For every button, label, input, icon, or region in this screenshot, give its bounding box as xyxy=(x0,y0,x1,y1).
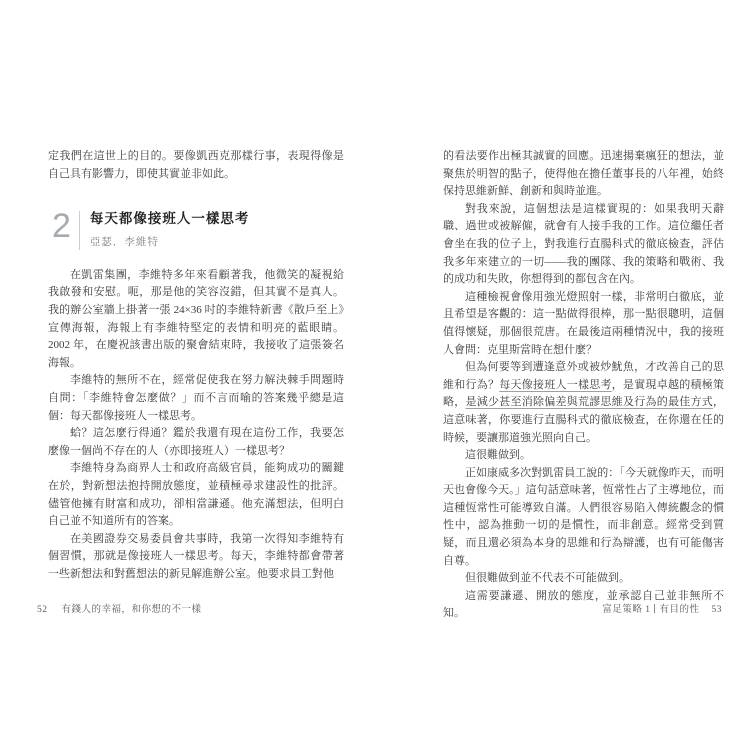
right-page-number: 53 xyxy=(711,605,722,615)
paragraph-segment: ，這意味著，你要進行直腸科式的徹底檢查，在你還在任的時候，要讓那道強光照向自己。 xyxy=(443,396,724,444)
left-running-footer xyxy=(37,601,202,615)
book-title: 有錢人的幸福，和你想的不一樣 xyxy=(61,605,202,615)
underlined-phrase: 是減少甚至消除偏差與荒謬思維及行為的最佳方式 xyxy=(465,396,713,409)
paragraph-segment: ，是實現卓越的積極策略， xyxy=(443,378,724,409)
strategy-label: 富足策略 1 xyxy=(602,605,651,615)
right-running-footer xyxy=(602,601,722,615)
footer-divider-bar xyxy=(654,604,655,613)
body-paragraph: 對我來說，這個想法是這樣實現的：如果我明天辭職、過世或被解僱，就會有人接手我的工作。這位繼任者會坐在我的位子上，對我進行直腸科式的徹底檢查，評估我多年來建立的一切——我的團隊、我的策略和戰術、我的成功和失敗，你想得到的都包含在內。 xyxy=(443,202,724,286)
body-paragraph: 正如康威多次對凱雷員工說的：「今天就像昨天，而明天也會像今天。」這句話意味著，恆常性占了主導地位，而這種恆常性可能導致自滿。人們很容易陷入傳統觀念的慣性中，認為推動一切的是慣性，而非創意。經常受到質疑，而且還必須為本身的思維和行為辯護，也有可能傷害自尊。 xyxy=(443,466,724,567)
body-paragraph: 這需要謙遜、開放的態度，並承認自己並非無所不知。 xyxy=(443,589,724,620)
left-page-column xyxy=(48,148,344,583)
body-paragraph: 李維特身為商界人士和政府高級官員，能夠成功的關鍵在於，對新想法抱持開放態度，並積極尋求建設性的批評。儘管他擁有財富和成功，卻相當謙遜。他充滿想法，但明白自己並不知道所有的答案。 xyxy=(48,462,344,528)
body-paragraph: 蛤？這怎麼行得通？鑑於我還有現在這份工作，我要怎麼像一個尚不存在的人（亦即接班人）一樣思考？ xyxy=(48,427,344,457)
paragraph-segment: 但為何要等到遭逢意外或被炒魷魚，才改善自己的思維和行為？ xyxy=(443,361,724,391)
underlined-phrase: 每天像接班人一樣思考 xyxy=(499,378,612,391)
chapter-author: 亞瑟．李維特 xyxy=(89,236,159,249)
body-paragraph: 的看法要作出極其誠實的回應。迅速揚棄瘋狂的想法，並聚焦於明智的點子，使得他在擔任董事長的八年裡，始終保持思維新鮮、創新和與時並進。 xyxy=(443,150,724,198)
left-page-number: 52 xyxy=(37,605,48,615)
right-page-column xyxy=(443,148,724,623)
body-paragraph: 李維特的無所不在，經常促使我在努力解決棘手問題時自問：「李維特會怎麼做？」而不言而喻的答案幾乎總是這個：每天都像接班人一樣思考。 xyxy=(48,374,344,422)
chapter-title: 每天都像接班人一樣思考 xyxy=(89,211,250,227)
body-paragraph: 但很難做到並不代表不可能做到。 xyxy=(465,572,630,585)
continuation-paragraph: 定我們在這世上的目的。要像凱西克那樣行事，表現得像是自己具有影響力，即使其實並非如此。 xyxy=(48,150,344,180)
chapter-heading-text xyxy=(80,208,250,252)
body-paragraph-with-emphasis xyxy=(443,359,724,447)
body-paragraph: 在凱雷集團，李維特多年來看顧著我，他微笑的凝視給我啟發和安慰。呃，那是他的笑容沒錯，但其實不是真人。我的辦公室牆上掛著一張 24×36 吋的李維特新書《散戶至上》宣傳海報，海報上有李維特堅定的表情和明亮的藍眼睛。2002 年，在慶祝該書出版的聚會結束時，我接收了這張簽名海報。 xyxy=(48,268,344,369)
body-paragraph: 在美國證券交易委員會共事時，我第一次得知李維特有個習慣，那就是像接班人一樣思考。每天，李維特都會帶著一些新想法和對舊想法的新見解進辦公室。他要求員工對他 xyxy=(48,532,344,580)
chapter-number: 2 xyxy=(52,207,71,246)
body-paragraph: 這種檢視會像用強光燈照射一樣，非常明白徹底，並且希望是客觀的：這一點做得很棒，那一點很聰明，這個值得懷疑，那個很荒唐。在最後這兩種情況中，我的接班人會問：克里斯當時在想什麼？ xyxy=(443,290,724,356)
chapter-heading xyxy=(52,208,344,252)
section-title: 有目的性 xyxy=(659,605,700,615)
body-paragraph: 這很難做到。 xyxy=(465,449,531,462)
